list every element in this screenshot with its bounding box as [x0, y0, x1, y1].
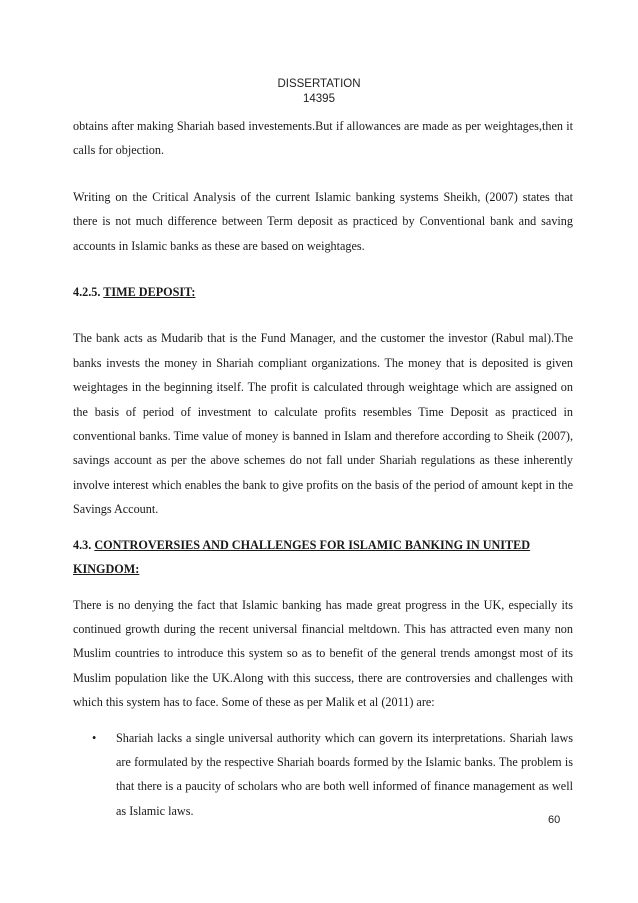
section-heading-controversies — [73, 533, 573, 582]
section-title: TIME DEPOSIT: — [103, 285, 196, 300]
section-title: CONTROVERSIES AND CHALLENGES FOR ISLAMIC BANKING IN UNITED KINGDOM: — [73, 537, 531, 577]
header-title: DISSERTATION — [277, 78, 361, 90]
page-header — [0, 77, 638, 107]
paragraph-continuation: obtains after making Shariah based investements.But if allowances are made as per weightages,then it calls for objection. — [73, 119, 573, 158]
section-number: 4.2.5. — [73, 285, 101, 300]
section-heading-time-deposit — [73, 280, 573, 304]
bullet-text: Shariah lacks a single universal authority which can govern its interpretations. Shariah laws are formulated by the respective Shariah boards formed by the Islamic banks. The problem is that there is a paucity of scholars who are both well informed of finance management as well as Islamic laws. — [116, 730, 573, 818]
section-number: 4.3. — [73, 537, 92, 552]
paragraph-controversies: There is no denying the fact that Islamic banking has made great progress in the UK, especially its continued growth during the recent universal financial meltdown. This has attracted even many non Muslim countries to introduce this system so as to benefit of the general trends amongst most of its Muslim population like the UK.Along with this success, there are controversies and challenges with which this system has to face. Some of these as per Malik et al (2011) are: — [73, 597, 573, 710]
header-number: 14395 — [303, 93, 335, 105]
document-body — [73, 114, 573, 823]
bullet-list — [73, 726, 573, 824]
list-item — [73, 726, 573, 824]
page-number: 60 — [548, 814, 561, 826]
paragraph-time-deposit: The bank acts as Mudarib that is the Fund Manager, and the customer the investor (Rabul mal).The banks invests the money in Shariah compliant organizations. The money that is deposited is given weightages in the beginning itself. The profit is calculated through weightage which are assigned on the basis of period of investment to calculate profits resembles Time Deposit as practiced in conventional banks. Time value of money is banned in Islam and therefore according to Sheik (2007), savings account as per the above schemes do not fall under Shariah regulations as these inherently involve interest which enables the bank to give profits on the basis of the period of amount kept in the Savings Account. — [73, 331, 573, 517]
paragraph-critical-analysis: Writing on the Critical Analysis of the current Islamic banking systems Sheikh, (2007) states that there is not much difference between Term deposit as practiced by Conventional bank and saving accounts in Islamic banks as these are based on weightages. — [73, 189, 573, 253]
bullet-marker: • — [92, 730, 97, 745]
